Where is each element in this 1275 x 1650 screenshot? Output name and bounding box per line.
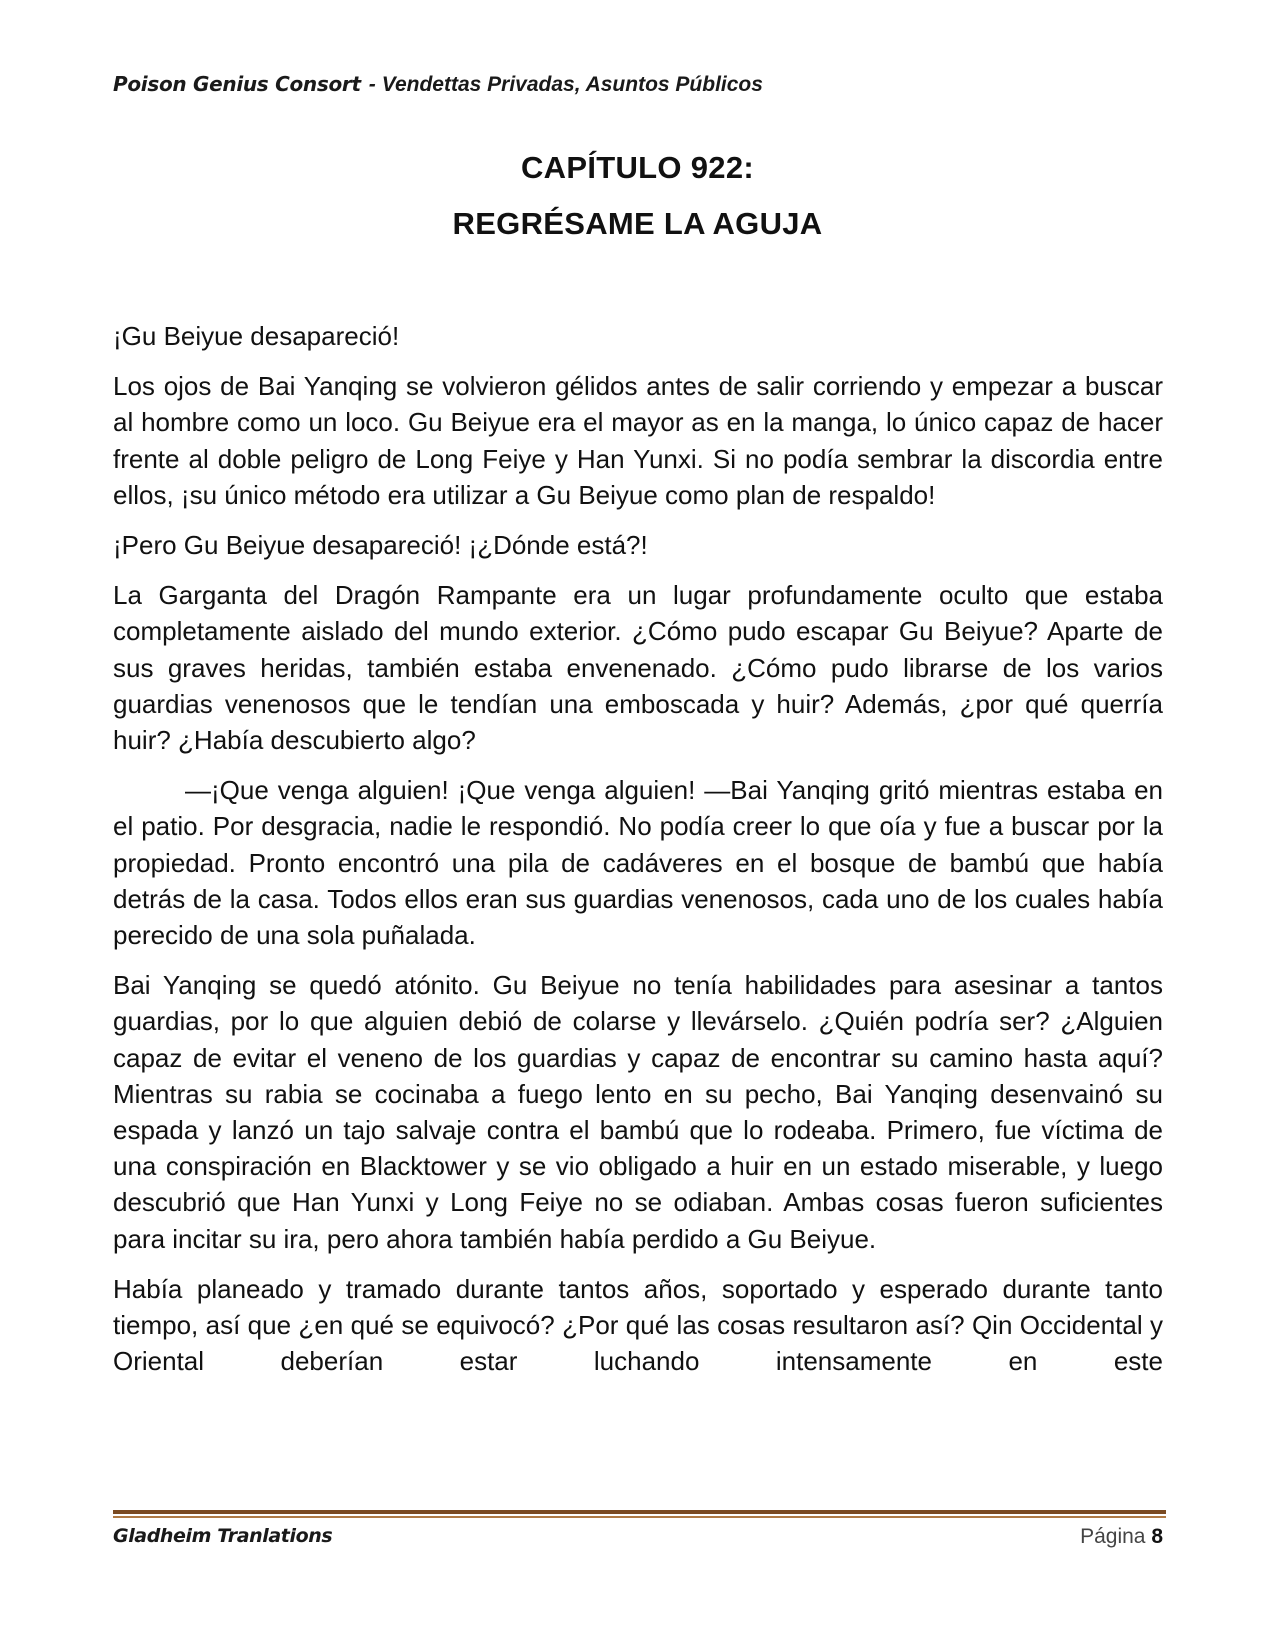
series-title: Poison Genius Consort	[113, 72, 361, 96]
paragraph: ¡Pero Gu Beiyue desapareció! ¡¿Dónde está?!	[113, 530, 648, 561]
footer-divider-thick	[113, 1510, 1166, 1514]
volume-title: Vendettas Privadas, Asuntos Públicos	[381, 73, 763, 96]
chapter-number: CAPÍTULO 922:	[521, 150, 754, 185]
translator-credit: Gladheim Tranlations	[113, 1525, 333, 1547]
running-header	[113, 72, 763, 97]
paragraph: ¡Gu Beiyue desapareció!	[113, 321, 400, 351]
chapter-title: REGRÉSAME LA AGUJA	[452, 206, 823, 241]
header-dash: -	[368, 73, 376, 96]
paragraph-continued: Había planeado y tramado durante tantos años, soportado y esperado durante tanto tiempo, así que ¿en qué se equivocó? ¿Por qué las cosas resultaron así? Qin Occidental y Oriental deberían estar luchando intensamente en este	[113, 1273, 1163, 1377]
page-label: Página	[1080, 1525, 1146, 1548]
paragraph: Bai Yanqing se quedó atónito. Gu Beiyue no tenía habilidades para asesinar a tantos guardias, por lo que alguien debió de colarse y llevárselo. ¿Quién podría ser? ¿Alguien capaz de evitar el veneno de los guardias y capaz de encontrar su camino hasta aquí? Mientras su rabia se cocinaba a fuego lento en su pecho, Bai Yanqing desenvainó su espada y lanzó un tajo salvaje contra el bambú que lo rodeaba. Primero, fue víctima de una conspiración en Blacktower y se vio obligado a huir en un estado miserable, y luego descubrió que Han Yunxi y Long Feiye no se odiaban. Ambas cosas fueron suficientes para incitar su ira, pero ahora también había perdido a Gu Beiyue.	[113, 970, 1163, 1254]
paragraph: Los ojos de Bai Yanqing se volvieron gélidos antes de salir corriendo y empezar a buscar al hombre como un loco. Gu Beiyue era el mayor as en la manga, lo único capaz de hacer frente al doble peligro de Long Feiye y Han Yunxi. Si no podía sembrar la discordia entre ellos, ¡su único método era utilizar a Gu Beiyue como plan de respaldo!	[113, 371, 1163, 510]
paragraph-dialogue: —¡Que venga alguien! ¡Que venga alguien! —Bai Yanqing gritó mientras estaba en el patio. Por desgracia, nadie le respondió. No podía creer lo que oía y fue a buscar por la propiedad. Pronto encontró una pila de cadáveres en el bosque de bambú que había detrás de la casa. Todos ellos eran sus guardias venenosos, cada uno de los cuales había perecido de una sola puñalada.	[113, 775, 1163, 951]
page-number: 8	[1151, 1525, 1163, 1548]
footer-divider-thin	[113, 1516, 1166, 1518]
page-number-label	[1080, 1525, 1163, 1549]
paragraph: La Garganta del Dragón Rampante era un lugar profundamente oculto que estaba completamente aislado del mundo exterior. ¿Cómo pudo escapar Gu Beiyue? Aparte de sus graves heridas, también estaba envenenado. ¿Cómo pudo librarse de los varios guardias venenosos que le tendían una emboscada y huir? Además, ¿por qué querría huir? ¿Había descubierto algo?	[113, 580, 1163, 756]
chapter-body	[113, 318, 1163, 1379]
footer-divider	[113, 1510, 1166, 1520]
